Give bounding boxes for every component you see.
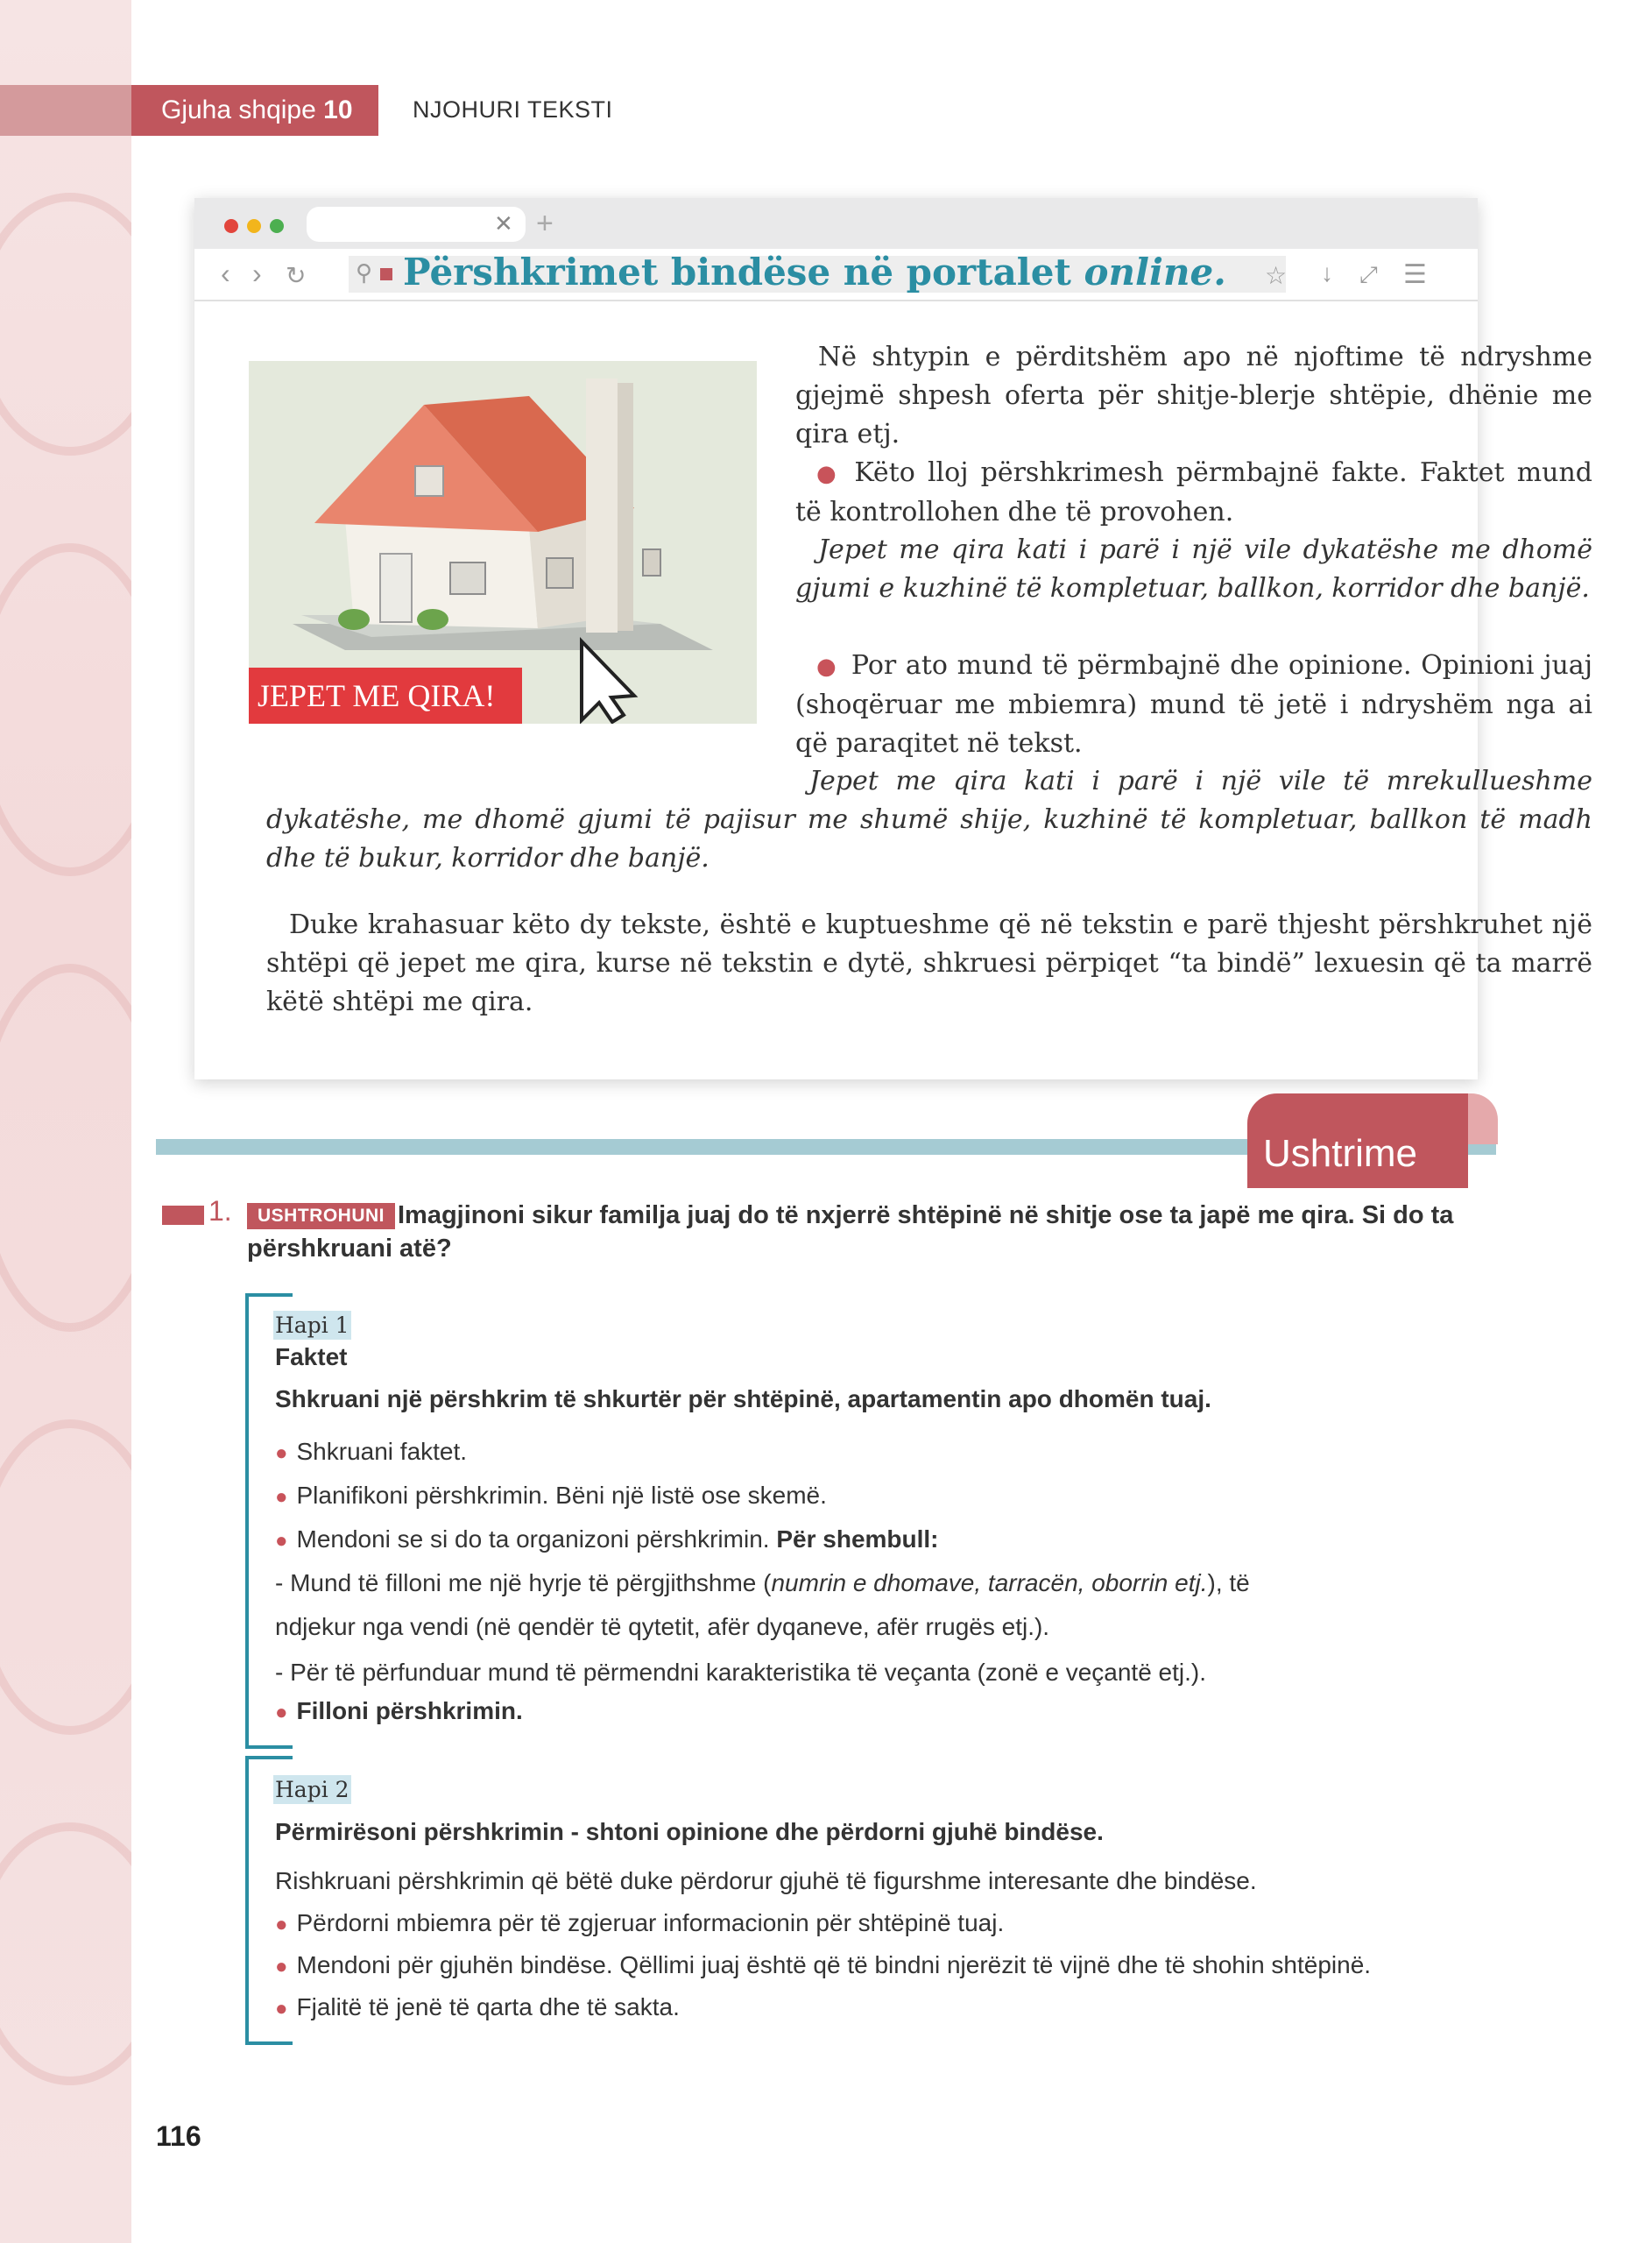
step1-bullet: ● Mendoni se si do ta organizoni përshkrimin. Për shembull: — [275, 1525, 939, 1553]
step1-bullet: ● Filloni përshkrimin. — [275, 1697, 523, 1724]
article-example-facts: Jepet me qira kati i parë i një vile dykatëshe me dhomë gjumi e kuzhinë të kompletuar, ballkon, korridor dhe banjë. — [795, 534, 1592, 604]
bullet-icon: ● — [275, 1955, 288, 1978]
tab-curl — [1468, 1093, 1498, 1144]
bullet-icon: ● — [275, 1529, 288, 1553]
step1-bullet: ● Shkruani faktet. — [275, 1438, 468, 1465]
close-tab-icon[interactable]: ✕ — [494, 210, 513, 237]
header-band — [0, 85, 131, 136]
back-icon[interactable]: ‹ — [221, 258, 230, 289]
exercise-marker — [162, 1206, 204, 1225]
new-tab-icon[interactable]: + — [536, 207, 554, 240]
step2-bullet: ● Përdorni mbiemra për të zgjeruar informacionin për shtëpinë tuaj. — [275, 1909, 1005, 1936]
bullet-icon: ● — [275, 1997, 288, 2020]
maximize-window-dot[interactable] — [270, 219, 284, 233]
download-icon[interactable]: ↓ — [1321, 259, 1333, 287]
bullet-icon: ● — [816, 461, 841, 487]
star-icon[interactable]: ☆ — [1265, 262, 1288, 289]
step1-example-line: - Për të përfunduar mund të përmendni karakteristika të veçanta (zonë e veçantë etj.). — [275, 1659, 1207, 1686]
step1-example-line: ndjekur nga vendi (në qendër të qytetit, afër dyqaneve, afër rrugës etj.). — [275, 1613, 1050, 1640]
decorative-side-strip — [0, 0, 131, 2243]
reload-icon[interactable]: ↻ — [286, 262, 307, 289]
exercise-prompt: Imagjinoni sikur familja juaj do të nxjerrë shtëpinë në shitje ose ta japë me qira. Si do ta përshkruani atë? — [247, 1201, 1454, 1263]
article-conclusion: Duke krahasuar këto dy tekste, është e kuptueshme që në tekstin e parë thjesht përshkruhet një shtëpi që jepet me qira, kurse në tekstin e dytë, shkruesi përpiqet “ta bindë” lexuesin që ta marrë këtë shtëpi me qira. — [266, 909, 1592, 1017]
close-window-dot[interactable] — [224, 219, 238, 233]
browser-toolbar — [194, 249, 1478, 301]
article-bullet-opinions: ● Por ato mund të përmbajnë dhe opinione. Opinioni juaj (shoqëruar me mbiemra) mund të jetë i ndryshëm nga ai që paraqitet në tekst. — [795, 650, 1592, 759]
browser-tab[interactable] — [307, 207, 526, 242]
decorative-scribble — [0, 193, 131, 456]
decorative-scribble — [0, 1419, 131, 1735]
step1-label: Hapi 1 — [275, 1313, 349, 1338]
menu-icon[interactable]: ☰ — [1403, 260, 1427, 289]
decorative-scribble — [0, 964, 131, 1332]
step2-title: Përmirësoni përshkrimin - shtoni opinione dhe përdorni gjuhë bindëse. — [275, 1818, 1104, 1845]
article-paragraph: Në shtypin e përditshëm apo në njoftime të ndryshme gjejmë shpesh oferta për shitje-blerje shtëpie, dhënie me qira etj. — [795, 342, 1592, 449]
article-example-opinions: Jepet me qira kati i parë i një vile të mrekullueshme dykatëshe, me dhomë gjumi të pajisur me shumë shije, kuzhinë të kompletuar, ballkon të madh dhe të bukur, korridor dhe banjë. — [266, 766, 1592, 874]
article-bullet-facts: ● Këto lloj përshkrimesh përmbajnë fakte. Faktet mund të kontrollohen dhe të provohen. — [795, 457, 1593, 527]
browser-titlebar — [194, 198, 1478, 249]
step1-example-line: - Mund të filloni me një hyrje të përgjithshme (numrin e dhomave, tarracën, oborrin etj.), të — [275, 1569, 1250, 1596]
bullet-icon: ● — [275, 1441, 288, 1465]
section-title: NJOHURI TEKSTI — [413, 96, 613, 123]
step1-bullet: ● Planifikoni përshkrimin. Bëni një listë ose skemë. — [275, 1482, 827, 1509]
search-icon: ⚲ — [356, 259, 373, 286]
page-title: Përshkrimet bindëse në portalet online. — [403, 251, 1226, 294]
page-number: 116 — [156, 2120, 201, 2152]
step1-title: Faktet — [275, 1343, 348, 1370]
step2-bullet: ● Mendoni për gjuhën bindëse. Qëllimi juaj është që të bindni njerëzit të vijnë dhe të shohin shtëpinë. — [275, 1951, 1372, 1978]
expand-icon[interactable]: ⤢ — [1359, 261, 1378, 287]
step2-label: Hapi 2 — [275, 1777, 349, 1802]
minimize-window-dot[interactable] — [247, 219, 261, 233]
step2-intro: Rishkruani përshkrimin që bëtë duke përdorur gjuhë të figurshme interesante dhe bindëse. — [275, 1867, 1257, 1894]
site-favicon-icon — [380, 268, 392, 280]
exercises-tab: Ushtrime — [1247, 1093, 1468, 1188]
forward-icon[interactable]: › — [252, 258, 262, 289]
step2-bullet: ● Fjalitë të jenë të qarta dhe të sakta. — [275, 1993, 680, 2020]
exercise-badge: USHTROHUNI — [247, 1203, 395, 1229]
house-image — [249, 361, 757, 724]
step1-subtitle: Shkruani një përshkrim të shkurtër për shtëpinë, apartamentin apo dhomën tuaj. — [275, 1385, 1211, 1412]
decorative-scribble — [0, 543, 131, 876]
exercise-number: 1. — [208, 1195, 232, 1227]
decorative-scribble — [0, 1822, 131, 2085]
browser-window — [194, 198, 1593, 1079]
bullet-icon: ● — [275, 1485, 288, 1509]
bullet-icon: ● — [816, 654, 837, 680]
bullet-icon: ● — [275, 1701, 288, 1724]
rent-banner: JEPET ME QIRA! — [249, 668, 522, 724]
book-title: Gjuha shqipe 10 — [131, 85, 378, 136]
bullet-icon: ● — [275, 1913, 288, 1936]
